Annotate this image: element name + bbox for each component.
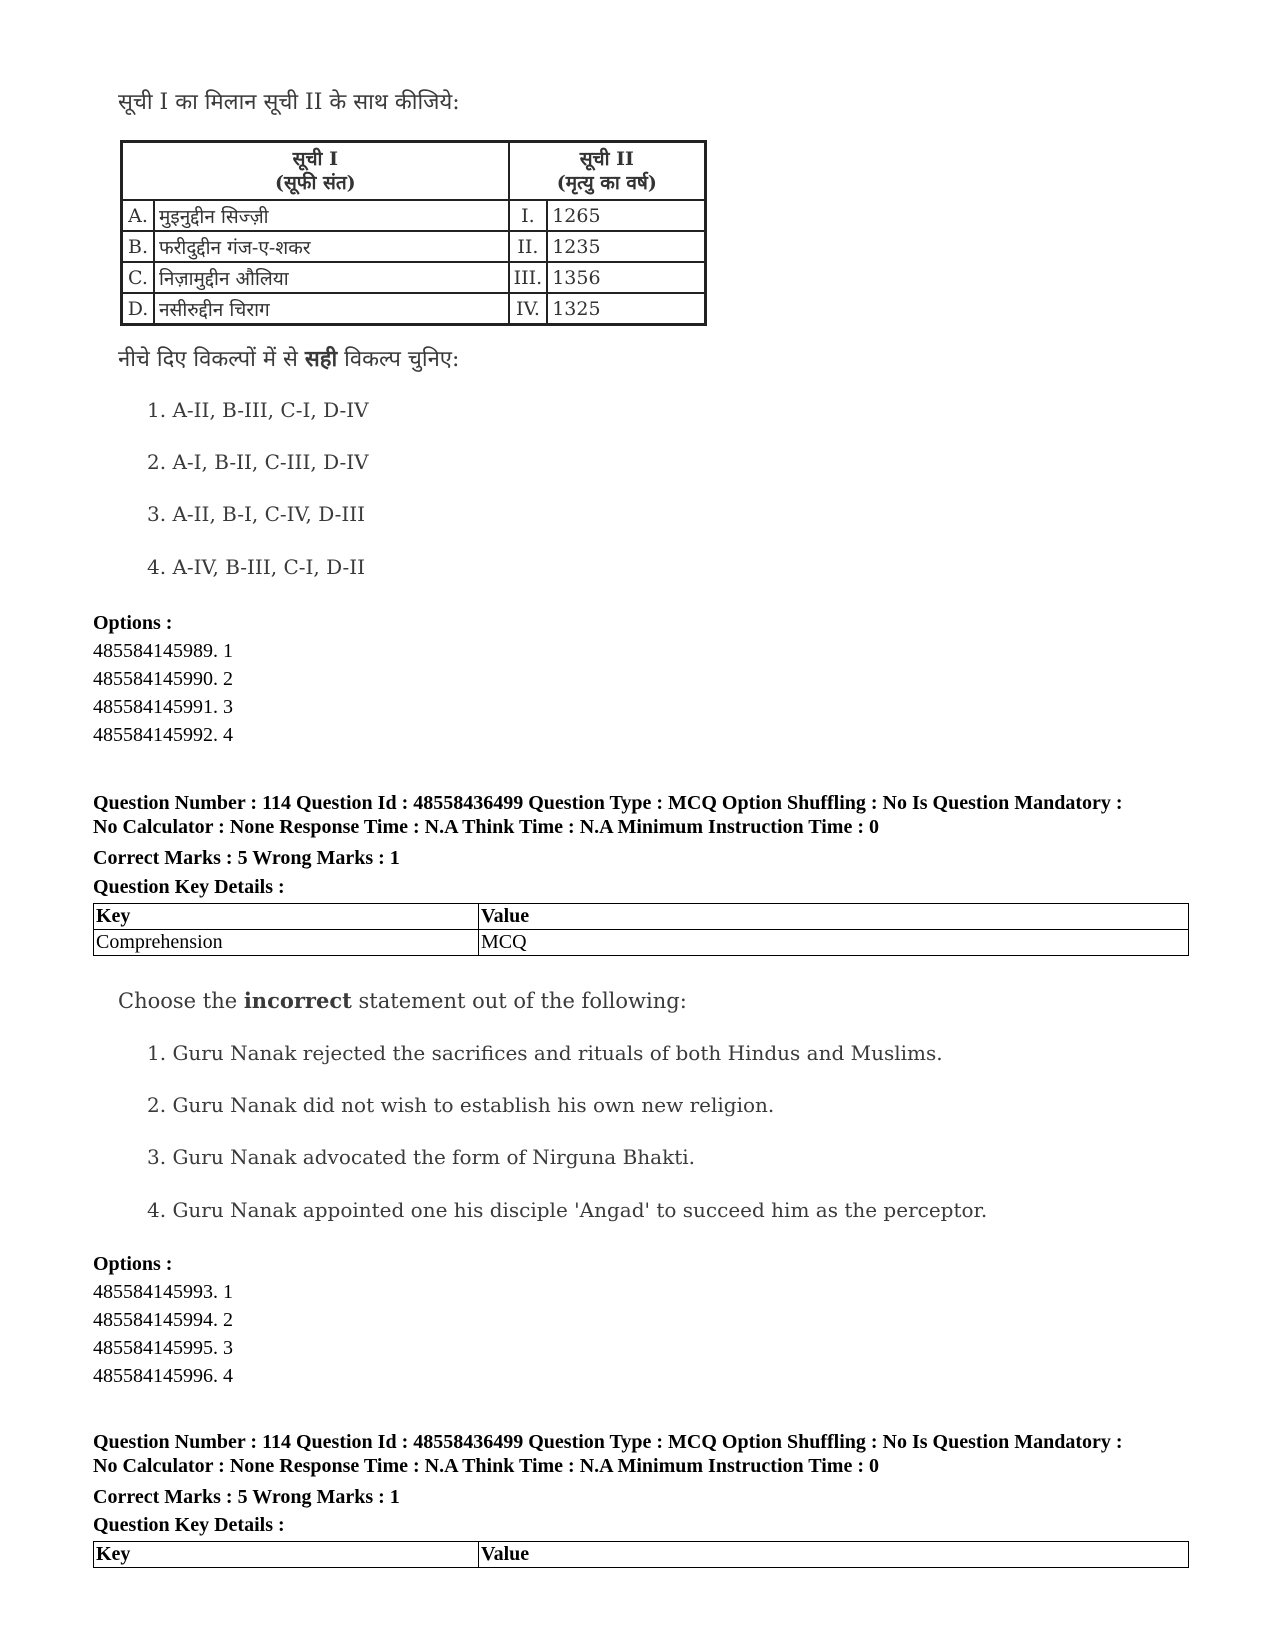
- saint-name: मुइनुद्दीन सिज्ज़ी: [154, 200, 509, 231]
- key-header: Key: [94, 904, 479, 930]
- q2-options-label: Options :: [93, 1253, 173, 1275]
- q3-meta: [93, 1430, 1203, 1478]
- row-letter: D.: [122, 293, 155, 325]
- q3-marks: Correct Marks : 5 Wrong Marks : 1: [93, 1486, 400, 1508]
- q2-option-3: 485584145995. 3: [93, 1337, 233, 1359]
- list2-subtitle: (मृत्यु का वर्ष): [556, 172, 657, 194]
- q1-choice-1: 1. A-II, B-III, C-I, D-IV: [147, 398, 369, 422]
- q3-meta-line2: No Calculator : None Response Time : N.A Think Time : N.A Minimum Instruction Time : 0: [93, 1455, 879, 1477]
- q2-choice-3: 3. Guru Nanak advocated the form of Nirguna Bhakti.: [147, 1145, 695, 1169]
- death-year: 1356: [547, 262, 705, 293]
- table-row: [122, 231, 706, 262]
- q2-meta-line1: Question Number : 114 Question Id : 48558436499 Question Type : MCQ Option Shuffling : No Is Question Mandatory :: [93, 792, 1123, 814]
- q2-instruction-bold: incorrect: [243, 988, 352, 1013]
- death-year: 1235: [547, 231, 705, 262]
- death-year: 1325: [547, 293, 705, 325]
- table-row: [94, 1542, 1189, 1568]
- list2-title: सूची II: [579, 148, 634, 170]
- value-header: Value: [479, 904, 1189, 930]
- q1-prompt-bold: सही: [304, 346, 338, 372]
- q2-option-2: 485584145994. 2: [93, 1309, 233, 1331]
- list1-title: सूची I: [292, 148, 338, 170]
- saint-name: नसीरुद्दीन चिराग: [154, 293, 509, 325]
- q3-key-table: [93, 1541, 1189, 1568]
- q2-marks: Correct Marks : 5 Wrong Marks : 1: [93, 847, 400, 869]
- q2-instruction-pre: Choose the: [118, 989, 244, 1013]
- q2-choice-2: 2. Guru Nanak did not wish to establish his own new religion.: [147, 1093, 775, 1117]
- table-row: [122, 262, 706, 293]
- table-row: [122, 200, 706, 231]
- list1-subtitle: (सूफी संत): [274, 172, 356, 194]
- q3-key-details-label: Question Key Details :: [93, 1514, 285, 1536]
- q1-choice-4: 4. A-IV, B-III, C-I, D-II: [147, 555, 366, 579]
- list2-header: [509, 142, 706, 201]
- list1-header: [122, 142, 509, 201]
- q2-key-details-label: Question Key Details :: [93, 876, 285, 898]
- row-letter: C.: [122, 262, 155, 293]
- q1-instruction: सूची I का मिलान सूची II के साथ कीजिये:: [118, 90, 460, 115]
- q2-choice-4: 4. Guru Nanak appointed one his disciple 'Angad' to succeed him as the perceptor.: [147, 1198, 988, 1222]
- row-roman: II.: [509, 231, 548, 262]
- table-row: [94, 904, 1189, 930]
- value-cell: MCQ: [479, 930, 1189, 956]
- q2-option-1: 485584145993. 1: [93, 1281, 233, 1303]
- row-roman: IV.: [509, 293, 548, 325]
- q2-meta: [93, 791, 1203, 839]
- saint-name: फरीदुद्दीन गंज-ए-शकर: [154, 231, 509, 262]
- q1-option-2: 485584145990. 2: [93, 668, 233, 690]
- saint-name: निज़ामुद्दीन औलिया: [154, 262, 509, 293]
- match-table: [120, 140, 707, 326]
- q1-prompt: [118, 343, 459, 373]
- q2-choice-1: 1. Guru Nanak rejected the sacrifices and rituals of both Hindus and Muslims.: [147, 1041, 943, 1065]
- key-cell: Comprehension: [94, 930, 479, 956]
- q2-key-table: [93, 903, 1189, 956]
- q1-option-1: 485584145989. 1: [93, 640, 233, 662]
- key-header: Key: [94, 1542, 479, 1568]
- q1-choice-2: 2. A-I, B-II, C-III, D-IV: [147, 450, 369, 474]
- q2-option-4: 485584145996. 4: [93, 1365, 233, 1387]
- q3-meta-line1: Question Number : 114 Question Id : 48558436499 Question Type : MCQ Option Shuffling : No Is Question Mandatory :: [93, 1431, 1123, 1453]
- value-header: Value: [479, 1542, 1189, 1568]
- row-roman: III.: [509, 262, 548, 293]
- row-letter: B.: [122, 231, 155, 262]
- q1-prompt-pre: नीचे दिए विकल्पों में से: [118, 347, 305, 372]
- row-roman: I.: [509, 200, 548, 231]
- q2-instruction: [118, 988, 687, 1013]
- death-year: 1265: [547, 200, 705, 231]
- q1-prompt-post: विकल्प चुनिए:: [337, 347, 460, 372]
- q1-options-label: Options :: [93, 612, 173, 634]
- row-letter: A.: [122, 200, 155, 231]
- q1-option-3: 485584145991. 3: [93, 696, 233, 718]
- q1-choice-3: 3. A-II, B-I, C-IV, D-III: [147, 502, 366, 526]
- q2-meta-line2: No Calculator : None Response Time : N.A Think Time : N.A Minimum Instruction Time : 0: [93, 816, 879, 838]
- q1-option-4: 485584145992. 4: [93, 724, 233, 746]
- table-row: [94, 930, 1189, 956]
- q2-instruction-post: statement out of the following:: [351, 989, 687, 1013]
- table-row: [122, 293, 706, 325]
